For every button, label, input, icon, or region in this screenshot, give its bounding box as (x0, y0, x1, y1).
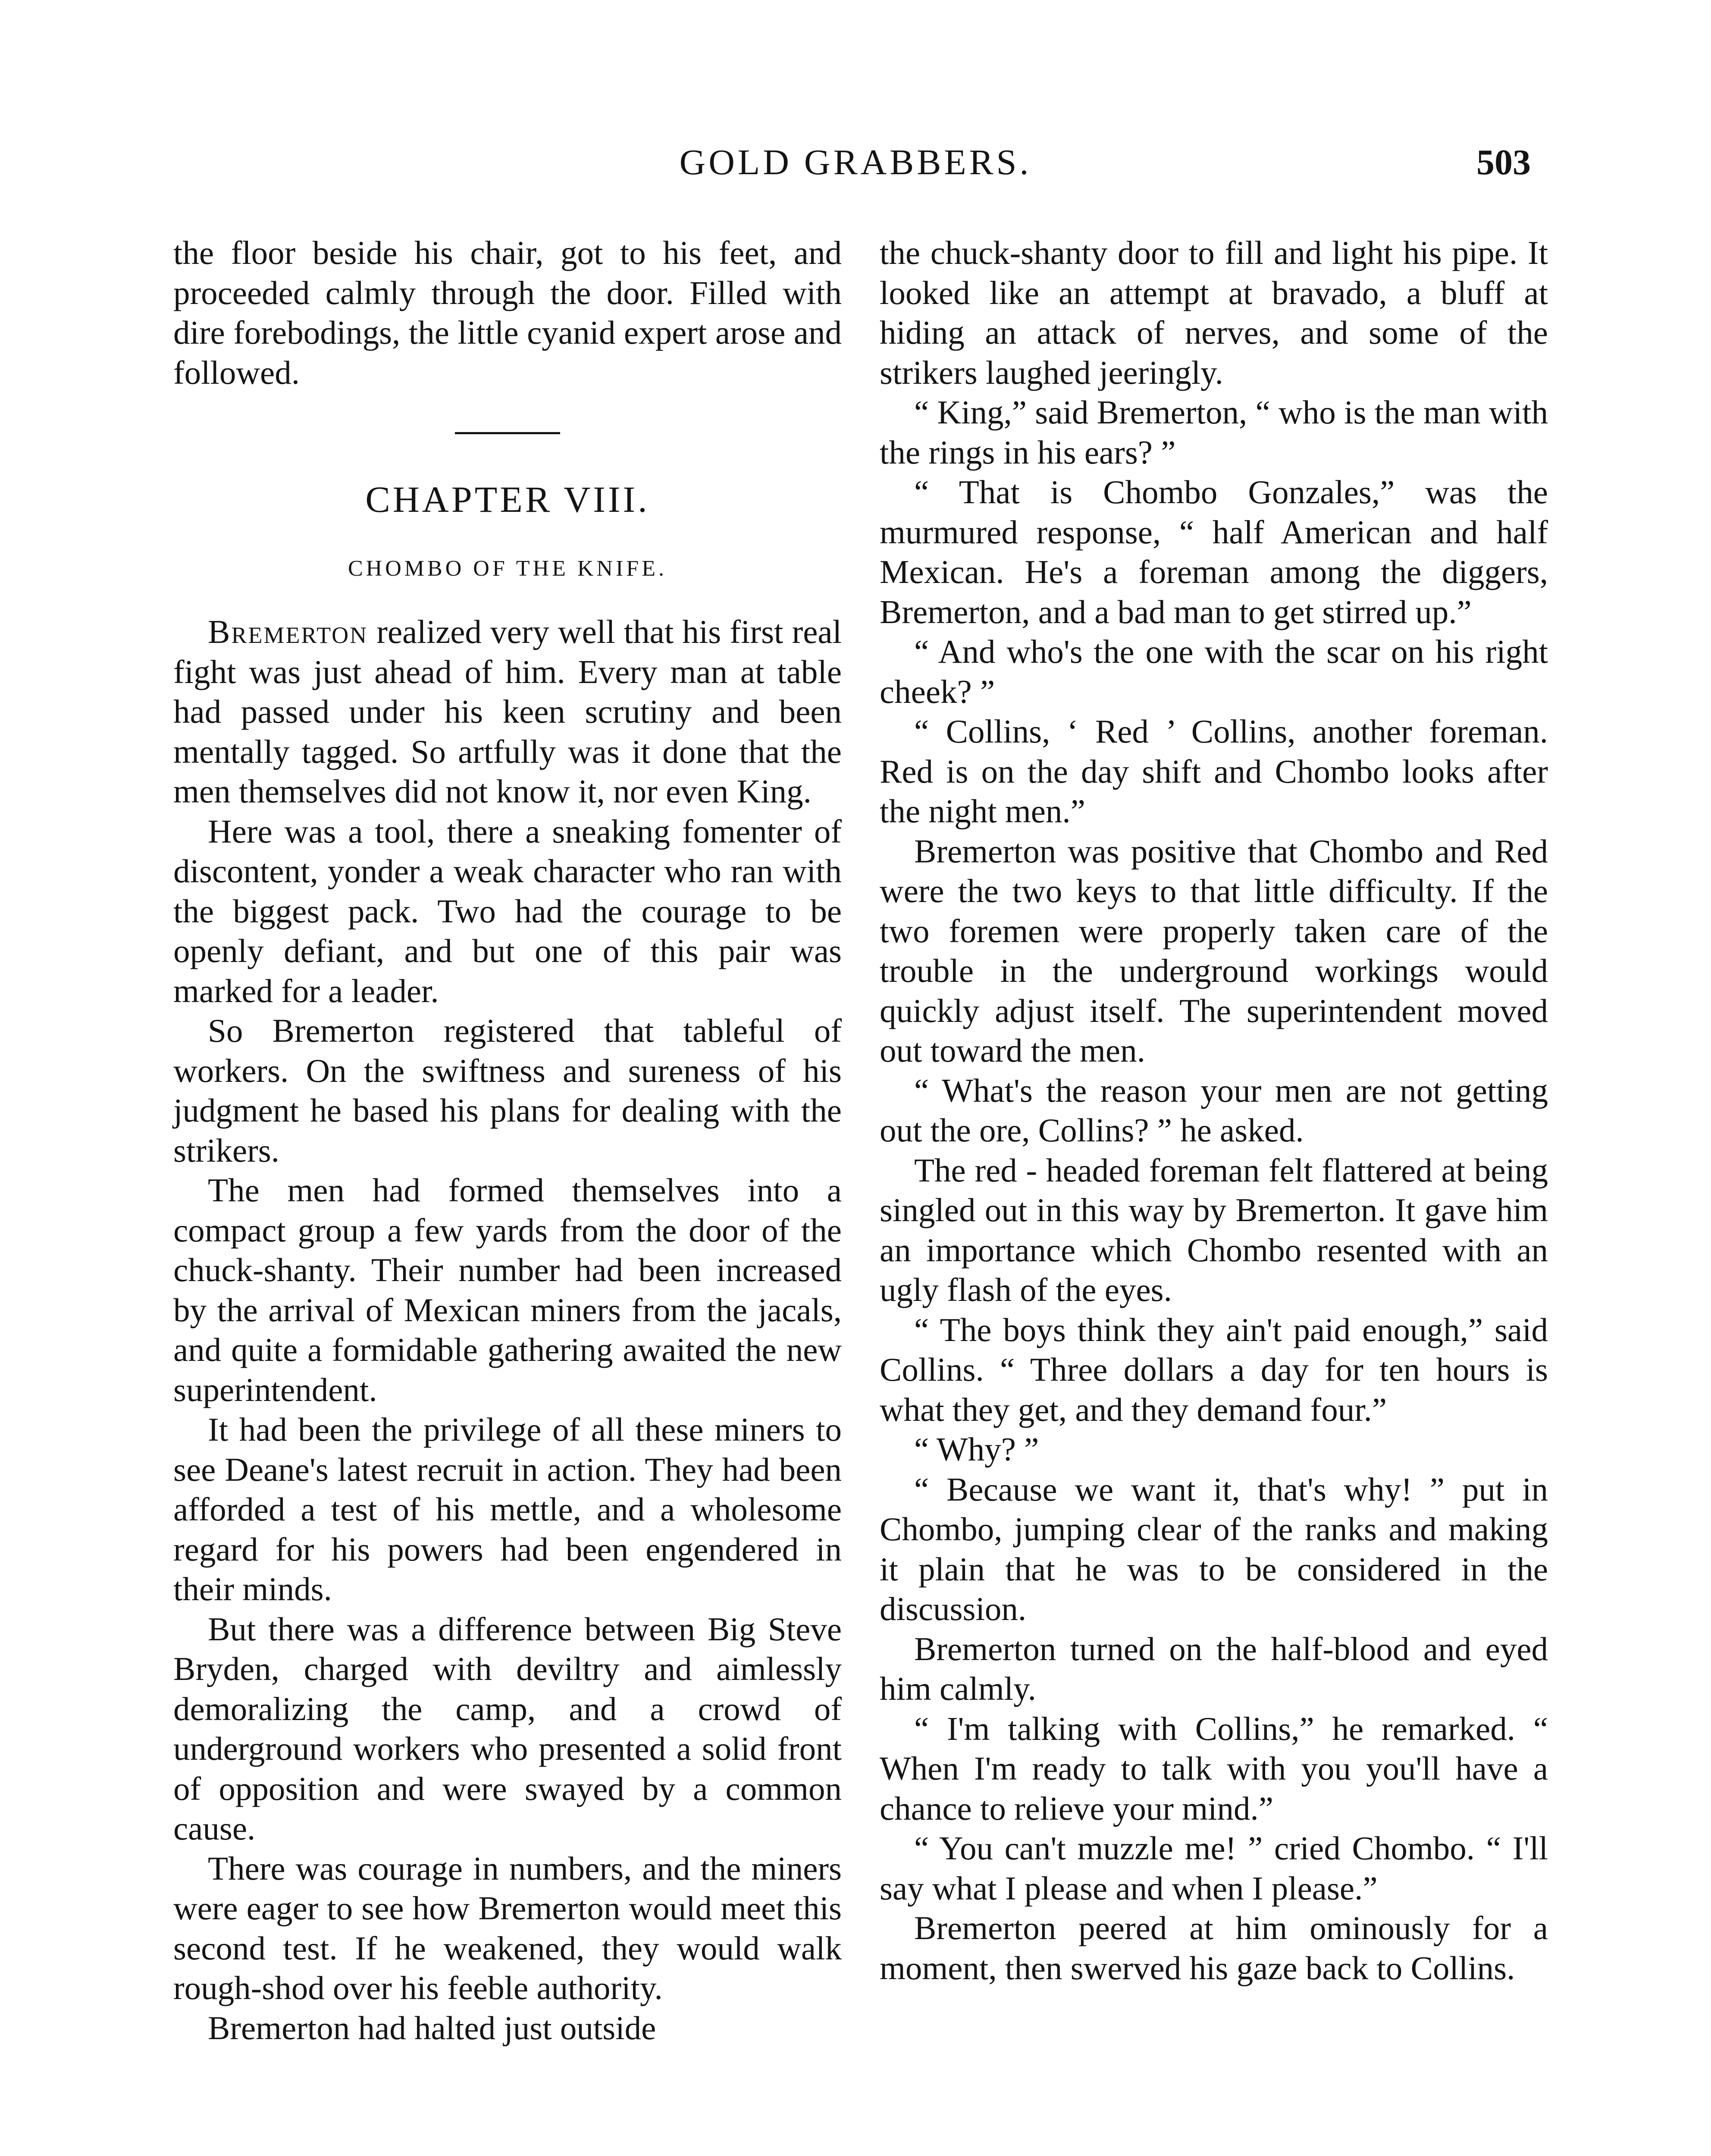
paragraph: “ What's the reason your men are not getting out the ore, Collins? ” he asked. (880, 1072, 1548, 1149)
paragraph: But there was a difference between Big Steve Bryden, charged with deviltry and aimlessly demoralizing the camp, and a crowd of underground workers who presented a solid front of opposition and were swayed by a common cause. (173, 1610, 842, 1847)
running-title: GOLD GRABBERS. (679, 142, 1032, 182)
opening-word: Bremerton (208, 613, 368, 650)
paragraph: “ That is Chombo Gonzales,” was the murmured response, “ half American and half Mexican. He's a foreman among the diggers, Bremerton, and a bad man to get stirred up.” (880, 473, 1548, 630)
opening-text: realized very well that his first real fight was just ahead of him. Every man at table had passed under his keen scrutiny and been mentally tagged. So artfully was it done that the men themselves did not know it, nor even King. (173, 613, 842, 810)
paragraph: There was courage in numbers, and the miners were eager to see how Bremerton would meet this second test. If he weakened, they would walk rough-shod over his feeble authority. (173, 1849, 842, 2006)
paragraph: Bremerton turned on the half-blood and eyed him calmly. (880, 1630, 1548, 1707)
section-rule (455, 432, 560, 434)
page-number: 503 (1476, 142, 1531, 182)
chapter-opening-paragraph (173, 612, 842, 812)
paragraph: “ The boys think they ain't paid enough,” said Collins. “ Three dollars a day for ten hours is what they get, and they demand four.” (880, 1311, 1548, 1428)
paragraph: “ Because we want it, that's why! ” put in Chombo, jumping clear of the ranks and making it plain that he was to be considered in the discussion. (880, 1470, 1548, 1627)
paragraph: Bremerton peered at him ominously for a moment, then swerved his gaze back to Collins. (880, 1909, 1548, 1987)
paragraph: “ Collins, ‘ Red ’ Collins, another foreman. Red is on the day shift and Chombo looks after the night men.” (880, 713, 1548, 830)
paragraph: “ Why? ” (914, 1431, 1039, 1468)
paragraph: Bremerton was positive that Chombo and Red were the two keys to that little difficulty. If the two foremen were properly taken care of the trouble in the underground workings would quickly adjust itself. The superintendent moved out toward the men. (880, 832, 1548, 1069)
paragraph: “ I'm talking with Collins,” he remarked. “ When I'm ready to talk with you you'll have a chance to relieve your mind.” (880, 1710, 1548, 1827)
paragraph: The men had formed themselves into a compact group a few yards from the door of the chuck-shanty. Their number had been increased by the arrival of Mexican miners from the jacals, and quite a formidable gathering awaited the new superintendent. (173, 1172, 842, 1408)
chapter-subtitle: CHOMBO OF THE KNIFE. (348, 556, 667, 581)
paragraph: Here was a tool, there a sneaking fomenter of discontent, yonder a weak character who ran with the biggest pack. Two had the courage to be openly defiant, and but one of this pair was marked for a leader. (173, 812, 842, 1009)
right-column (880, 233, 1548, 1988)
continued-paragraph: the chuck-shanty door to fill and light his pipe. It looked like an attempt at bravado, a bluff at hiding an attack of nerves, and some of the strikers laughed jeeringly. (880, 234, 1548, 391)
paragraph: “ And who's the one with the scar on his right cheek? ” (880, 633, 1548, 710)
paragraph: “ King,” said Bremerton, “ who is the man with the rings in his ears? ” (880, 394, 1548, 471)
continued-paragraph: the floor beside his chair, got to his feet, and proceeded calmly through the door. Filled with dire forebodings, the little cyanid expert arose and followed. (173, 234, 842, 391)
chapter-heading: CHAPTER VIII. (365, 479, 650, 520)
paragraph: The red - headed foreman felt flattered at being singled out in this way by Bremerton. It gave him an importance which Chombo resented with an ugly flash of the eyes. (880, 1151, 1548, 1308)
left-column (173, 233, 842, 2048)
running-head (0, 139, 1711, 186)
paragraph: Bremerton had halted just outside (208, 2009, 656, 2046)
paragraph: So Bremerton registered that tableful of workers. On the swiftness and sureness of his judgment he based his plans for dealing with the strikers. (173, 1012, 842, 1169)
paragraph: “ You can't muzzle me! ” cried Chombo. “ I'll say what I please and when I please.” (880, 1830, 1548, 1907)
paragraph: It had been the privilege of all these miners to see Deane's latest recruit in action. They had been afforded a test of his mettle, and a wholesome regard for his powers had been engendered in their minds. (173, 1411, 842, 1608)
